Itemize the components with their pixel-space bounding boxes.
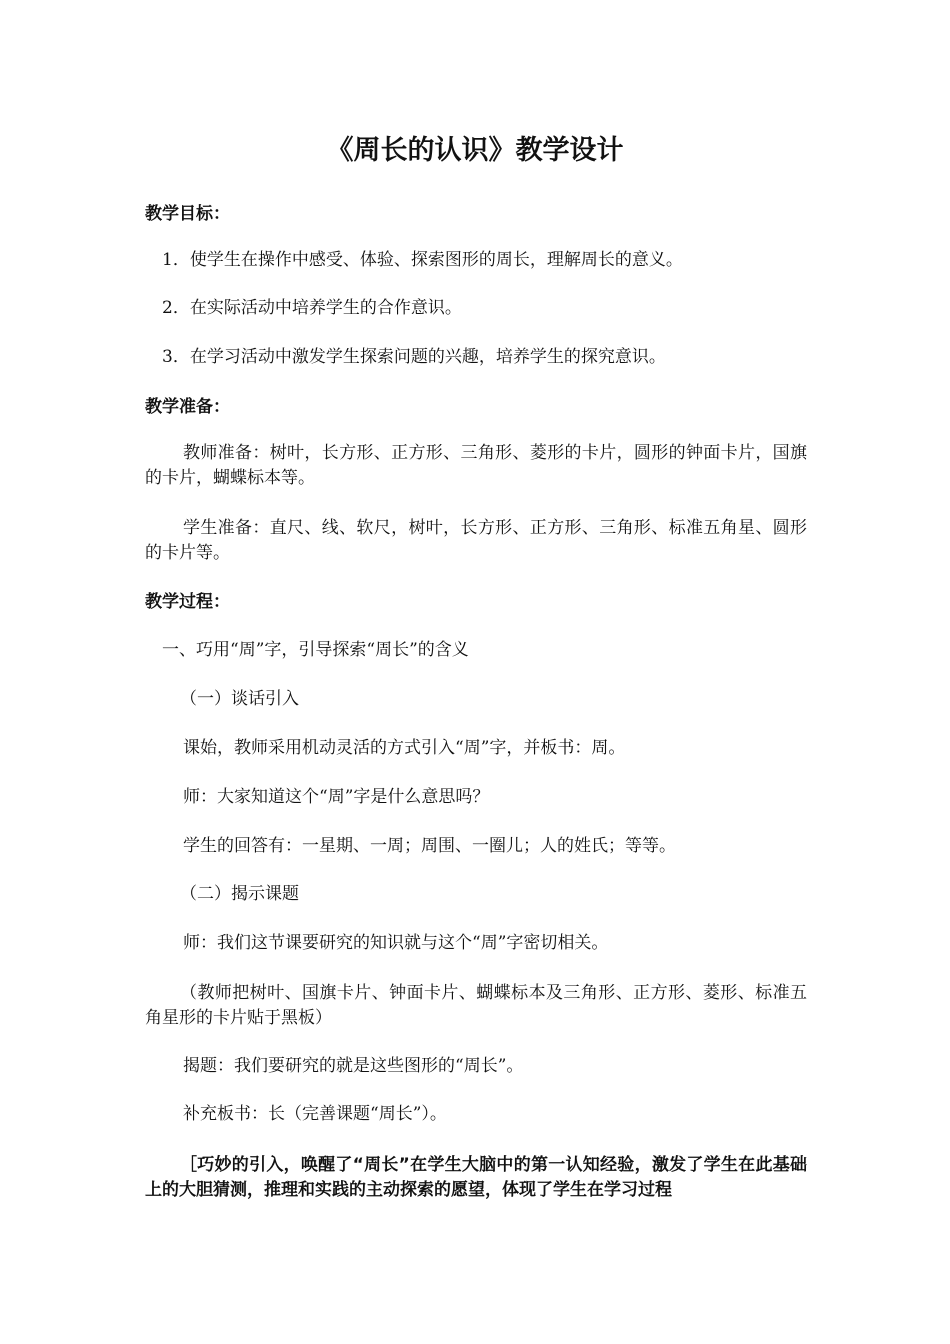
teaching-comment: ［巧妙的引入，唤醒了“周长”在学生大脑中的第一认知经验，激发了学生在此基础上的大胆猜测，推理和实践的主动探索的愿望，体现了学生在学习过程 [145,1155,807,1200]
paragraph-1: 课始，教师采用机动灵活的方式引入“周”字，并板书：周。 [183,738,626,758]
paragraph-4: 师：我们这节课要研究的知识就与这个“周”字密切相关。 [183,933,609,953]
objectives-heading: 教学目标： [145,204,230,224]
paragraph-6: 揭题：我们要研究的就是这些图形的“周长”。 [183,1056,524,1076]
process-heading: 教学过程： [145,592,230,612]
document-title: 《周长的认识》教学设计 [326,135,624,166]
teacher-preparation: 教师准备：树叶，长方形、正方形、三角形、菱形的卡片，圆形的钟面卡片，国旗的卡片，蝴蝶标本等。 [145,443,807,488]
subsection-1-heading: （一）谈话引入 [180,689,299,709]
objective-item-3: 3．在学习活动中激发学生探索问题的兴趣，培养学生的探究意识。 [162,347,666,367]
paragraph-5: （教师把树叶、国旗卡片、钟面卡片、蝴蝶标本及三角形、正方形、菱形、标准五角星形的卡片贴于黑板） [145,983,807,1028]
preparation-heading: 教学准备： [145,397,230,417]
objective-item-1: 1．使学生在操作中感受、体验、探索图形的周长，理解周长的意义。 [162,250,683,270]
paragraph-7: 补充板书：长（完善课题“周长”）。 [183,1104,447,1124]
objective-item-2: 2．在实际活动中培养学生的合作意识。 [162,298,462,318]
student-preparation: 学生准备：直尺、线、软尺，树叶，长方形、正方形、三角形、标准五角星、圆形的卡片等。 [145,518,807,563]
paragraph-3: 学生的回答有：一星期、一周；周围、一圈儿；人的姓氏；等等。 [183,836,676,856]
paragraph-2: 师：大家知道这个“周”字是什么意思吗？ [183,787,490,807]
section-1-heading: 一、巧用“周”字，引导探索“周长”的含义 [162,640,469,660]
subsection-2-heading: （二）揭示课题 [180,884,299,904]
